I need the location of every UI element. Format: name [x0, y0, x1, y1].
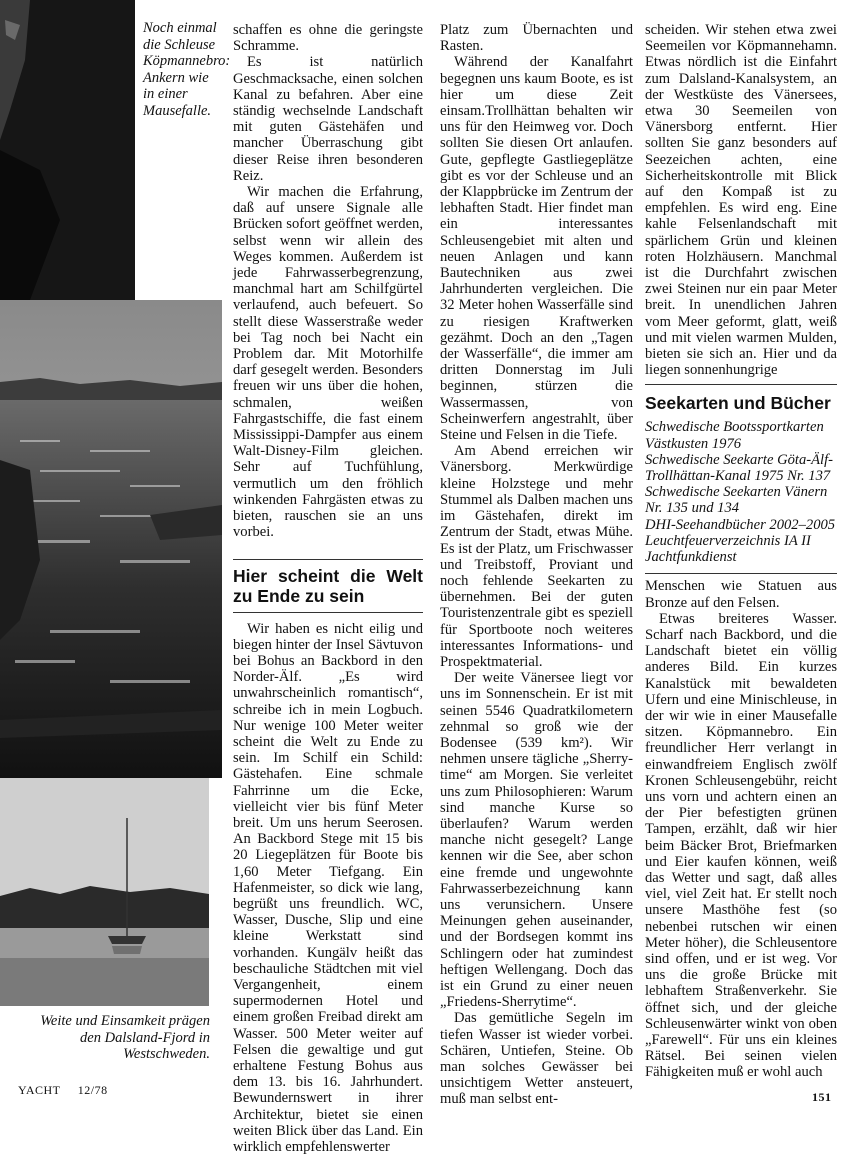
paragraph: Es ist natürlich Geschmacksache, einen solchen Kanal zu befahren. Aber eine ständig wechselnde Landschaft mit guten Gästehäfen und mancher Überraschung gibt dieser Reise ihren besonderen Reiz.: [233, 54, 423, 184]
caption-top: Noch einmal die Schleuse Köpmannebro: Ankern wie in einer Mausefalle.: [143, 20, 223, 119]
paragraph: Während der Kanalfahrt begegnen uns kaum Boote, es ist hier um diese Zeit einsam.Trollhättan behalten wir uns für den Heimweg vor. Doch sollten Sie diesen Ort anlaufen. Gute, gepflegte Gastliegeplätze gibt es vor der Schleuse und an der Klappbrücke im Zentrum der lebhaften Stadt. Hier findet man ein interessantes Schleusengebiet mit alten und neuen Anlagen und kann Bautechniken aus zwei Jahrhunderten vergleichen. Die 32 Meter hohen Wasserfälle sind zu riesigen Kraftwerken gezähmt. Doch an den „Tagen der Wasserfälle“, die immer am dritten Donnerstag im Juli beginnen, stürzen die Wassermassen, von Scheinwerfern angestrahlt, über Steine und Felsen in die Tiefe.: [440, 54, 633, 443]
chart-list: [645, 419, 837, 565]
list-item: DHI-Seehandbücher 2002–2005: [645, 517, 837, 533]
list-item: Leuchtfeuerverzeichnis IA II: [645, 533, 837, 549]
list-item: Schwedische Bootssportkarten Västkusten 1976: [645, 419, 837, 451]
paragraph: Am Abend erreichen wir Vänersborg. Merkwürdige kleine Holzstege und mehr Stummel als Dalben machen uns im Gästehafen, direkt im Zentrum der Stadt, etwas Mühe. Es ist der Platz, um Frischwasser und Treibstoff, Proviant und noch fehlende Seekarten zu übernehmen. Bei der guten Touristenzentrale gibt es speziell für Sportboote noch weiteres interessantes Informations- und Prospektmaterial.: [440, 443, 633, 670]
paragraph: Etwas breiteres Wasser. Scharf nach Backbord, und die Landschaft bietet ein völlig anderes Bild. Ein kurzes Kanalstück mit bewaldeten Ufern und eine Minischleuse, in der wir wie in einer Mausefalle sitzen. Köpmannebro. Ein freundlicher Herr verlangt in einwandfreiem Englisch zwölf Kronen Schleusengebühr, reicht uns vorn und achtern einen an der Pier befestigten grünen Tampen, erzählt, daß wir hier beim Bäcker Brot, Briefmarken und Eier kaufen können, weiß das Wetter und sagt, daß alles viel, viel Zeit hat. Er stellt noch unsere Masthöhe fest (so nebenbei rutschen wir einen Meter höher), die Schleusentore sind offen, und er ist weg. Vor uns die große Brücke mit lebhaftem Straßenverkehr. Sie öffnet sich, und der gleiche Schleusenwärter winkt von oben „Farewell“. Für uns ein kleines Rätsel. Bei seinen vielen Fähigkeiten muß er wohl auch: [645, 611, 837, 1081]
section-rule: [645, 384, 837, 385]
paragraph: Platz zum Übernachten und Rasten.: [440, 22, 633, 54]
paragraph: Menschen wie Statuen aus Bronze auf den Felsen.: [645, 578, 837, 610]
list-item: Jachtfunkdienst: [645, 549, 837, 565]
paragraph: schaffen es ohne die geringste Schramme.: [233, 22, 423, 54]
paragraph: Wir machen die Erfahrung, daß auf unsere Signale alle Brücken sofort geöffnet werden, selbst wenn wir allein des Weges kommen. Außerdem ist jede Fahrwasserbegrenzung, manchmal hart am Schilfgürtel verlaufend, auch befeuert. So stellt diese Wasserstraße weder bei Tag noch bei Nacht ein Problem dar. Mit Motorhilfe darf gesegelt werden. Besonders freuen wir uns über die hohen, schmalen, weißen Fahrgastschiffe, die fast einem Mississippi-Dampfer aus einem Walt-Disney-Film gleichen. Sehr auf Tuchfühlung, vermutlich um den fröhlich winkenden Fahrgästen etwas zu bieten, rauschen sie an uns vorbei.: [233, 184, 423, 540]
headline-section-1: Hier scheint die Welt zu Ende zu sein: [233, 566, 423, 606]
page-number: 151: [812, 1090, 832, 1105]
paragraph: Der weite Vänersee liegt vor uns im Sonnenschein. Er ist mit seinen 5546 Quadratkilometern zehnmal so groß wie der Bodensee (539 km²). Wir nehmen unsere tägliche „Sherry-time“ am Morgen. Sie verleitet uns zum Philosophieren: Warum sind manche Kurse so überlaufen? Warum werden manche nicht gesegelt? Lange kennen wir die See, aber schon eine fremde und ungewohnte Fahrwasserbezeichnung kann uns verunsichern. Unsere Meinungen gehen auseinander, und der Bordsegen kommt ins Schlingern oder hat zumindest heftigen Wellengang. Doch das ist ein Grund zu einer neuen „Friedens-Sherrytime“.: [440, 670, 633, 1010]
paragraph: scheiden. Wir stehen etwa zwei Seemeilen vor Köpmannehamn. Etwas nördlich ist die Einfahrt zum Dalsland-Kanalsystem, an der Westküste des Vänersees, etwa 30 Seemeilen von Vänersborg entfernt. Hier sollten Sie ganz besonders auf Seezeichen achten, eine Sicherheitskontrolle mit Blick auf den Kompaß ist zu empfehlen. Es wird eng. Eine kahle Felsenlandschaft mit spärlichem Grün und kleinen roten Holzhäusern. Manchmal ist die Durchfahrt zwischen zwei Steinen nur ein paar Meter breit. In unendlichen Jahren vom Meer geformt, glatt, weiß und mit vielen warmen Mulden, bieten sie sich an. Hier und da liegen sonnenhungrige: [645, 22, 837, 378]
magazine-name: YACHT: [18, 1083, 60, 1097]
photo-fjord-sailboat: [0, 778, 209, 1006]
photo-lake-evening: [0, 300, 222, 778]
section-rule: [233, 559, 423, 560]
text-column-2: [233, 22, 423, 1155]
headline-section-2: Seekarten und Bücher: [645, 393, 837, 413]
section-rule: [233, 612, 423, 613]
text-column-3: [440, 22, 633, 1108]
paragraph: Wir haben es nicht eilig und biegen hinter der Insel Sävtuvon bei Bohus an Backbord in den Norder-Älf. „Es wird unwahrscheinlich romantisch“, schreibe ich in mein Logbuch. Nur wenige 100 Meter weiter scheint die Welt zu Ende zu sein. Im Schilf ein Schild: Gästehafen. Eine schmale Fahrrinne um die Ecke, vielleicht vier bis fünf Meter breit. Um uns herum Seerosen. An Backbord Stege mit 15 bis 20 Liegeplätzen für Boote bis 1,60 Meter Tiefgang. Ein Hafenmeister, so dick wie lang, begrüßt uns freundlich. WC, Wasser, Dusche, Slip und eine kleine Werkstatt sind vorhanden. Kungälv heißt das beschauliche Städtchen mit viel Vergangenheit, einem supermodernen Hotel und einem großen Freibad direkt am Wasser. 500 Meter weiter auf Felsen die gewaltige und gut erhaltene Festung Bohus aus dem 13. bis 16. Jahrhundert. Bewundernswert in ihrer Architektur, bietet sie einen weiten Blick über das Land. Ein wirklich empfehlenswerter: [233, 621, 423, 1155]
list-item: Schwedische Seekarten Vänern Nr. 135 und 134: [645, 484, 837, 516]
list-item: Schwedische Seekarte Göta-Älf-Trollhättan-Kanal 1975 Nr. 137: [645, 452, 837, 484]
footer-magazine: [18, 1083, 108, 1098]
paragraph: Das gemütliche Segeln im tiefen Wasser ist wieder vorbei. Schären, Untiefen, Steine. Ob man solches Gewässer bei unsichtigem Wetter ansteuert, muß man selbst ent-: [440, 1010, 633, 1107]
caption-bottom: Weite und Einsamkeit prägen den Dalsland-Fjord in Westschweden.: [30, 1013, 210, 1063]
issue-number: 12/78: [78, 1083, 108, 1097]
section-rule: [645, 573, 837, 574]
photo-lock-top: [0, 0, 135, 300]
text-column-4: [645, 22, 837, 1081]
